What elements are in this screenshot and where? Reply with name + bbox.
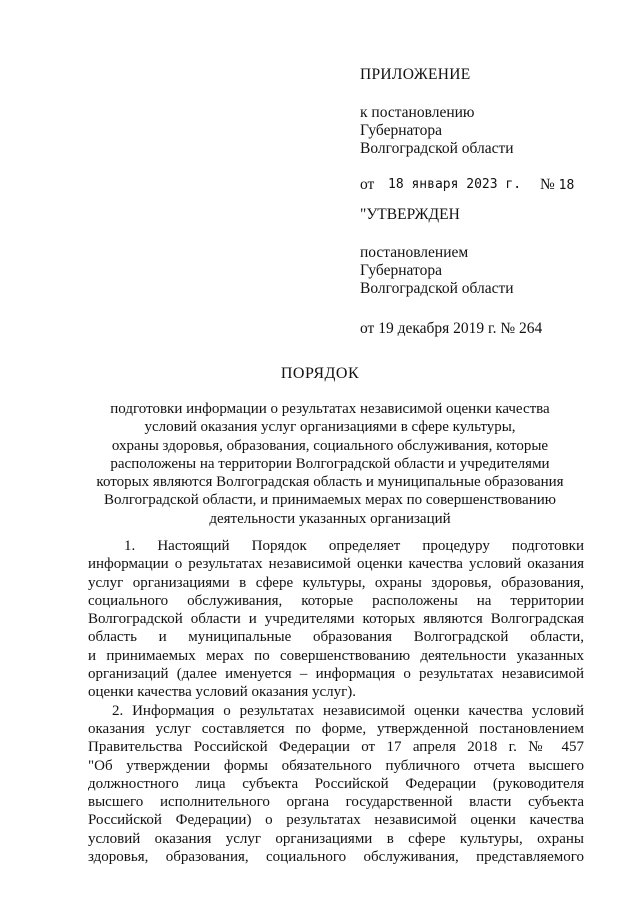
approved-line: Губернатора <box>360 262 442 279</box>
subtitle-line: расположены на территории Волгоградской области и учредителями <box>110 455 550 472</box>
paragraph-1-line: 1. Настоящий Порядок определяет процедуру подготовки <box>124 538 584 554</box>
paragraph-2-line: "Об утверждении формы обязательного публичного отчета высшего <box>88 757 584 774</box>
number-field <box>540 176 574 195</box>
paragraph-1-line: оценки качества условий оказания услуг). <box>88 684 357 701</box>
subtitle-line: охраны здоровья, образования, социального обслуживания, которые <box>111 437 549 454</box>
appendix-line: к постановлению <box>360 104 475 121</box>
paragraph-2-line: 2. Информация о результатах независимой оценки качества условий <box>112 702 584 719</box>
document-title: ПОРЯДОК <box>280 365 360 382</box>
approved-reference: от 19 декабря 2019 г. № 264 <box>360 320 543 337</box>
subtitle-line: Волгоградской области, и принимаемых мерах по совершенствованию <box>104 492 556 509</box>
number-value: 18 <box>558 178 575 193</box>
paragraph-2-line: Правительства Российской Федерации от 17 апреля 2018 г. № 457 <box>88 739 584 756</box>
paragraph-1-line: область и муниципальные образования Волгоградской области, <box>88 629 584 646</box>
number-prefix: № <box>540 176 555 193</box>
appendix-block <box>360 66 610 196</box>
paragraph-1-line: информации о результатах независимой оценки качества условий оказания <box>88 556 584 573</box>
subtitle-line: условий оказания услуг организациями в сфере культуры, <box>144 419 516 436</box>
approved-block <box>360 206 610 338</box>
paragraph-1-line: социального обслуживания, которые расположены на территории <box>88 592 584 609</box>
document-subtitle <box>90 400 570 528</box>
paragraph-1-line: организаций (далее именуется – информация о результатах независимой <box>88 666 584 683</box>
appendix-heading: ПРИЛОЖЕНИЕ <box>360 66 471 83</box>
appendix-line: Волгоградской области <box>360 140 514 157</box>
paragraph-1-line: услуг организациями в сфере культуры, охраны здоровья, образования, <box>88 574 584 591</box>
date-value: 18 января 2023 г. <box>388 177 522 192</box>
approved-line: Волгоградской области <box>360 280 514 297</box>
date-prefix: от <box>360 176 375 193</box>
paragraph-2-line: оказания услуг составляется по форме, утвержденной постановлением <box>88 720 584 737</box>
paragraph-2-line: высшего исполнительного органа государственной власти субъекта <box>88 794 584 811</box>
paragraph-2-line: должностного лица субъекта Российской Федерации (руководителя <box>88 775 584 792</box>
subtitle-line: подготовки информации о результатах независимой оценки качества <box>110 401 550 417</box>
subtitle-line: деятельности указанных организаций <box>209 510 451 527</box>
paragraph-2-line: Российской Федерации) о результатах независимой оценки качества <box>88 812 584 829</box>
appendix-date-line <box>360 176 610 196</box>
paragraph-2-line: здоровья, образования, социального обслуживания, представляемого <box>88 849 584 866</box>
document-body <box>88 537 584 866</box>
subtitle-line: которых являются Волгоградская область и муниципальные образования <box>96 474 564 491</box>
paragraph-2-line: условий оказания услуг организациями в сфере культуры, охраны <box>88 830 584 847</box>
paragraph-1-line: и принимаемых мерах по совершенствованию деятельности указанных <box>88 647 584 664</box>
appendix-line: Губернатора <box>360 122 442 139</box>
approved-line: постановлением <box>360 244 469 261</box>
paragraph-1-line: Волгоградской области и учредителями которых являются Волгоградская <box>88 611 584 628</box>
approved-heading: "УТВЕРЖДЕН <box>360 206 460 223</box>
